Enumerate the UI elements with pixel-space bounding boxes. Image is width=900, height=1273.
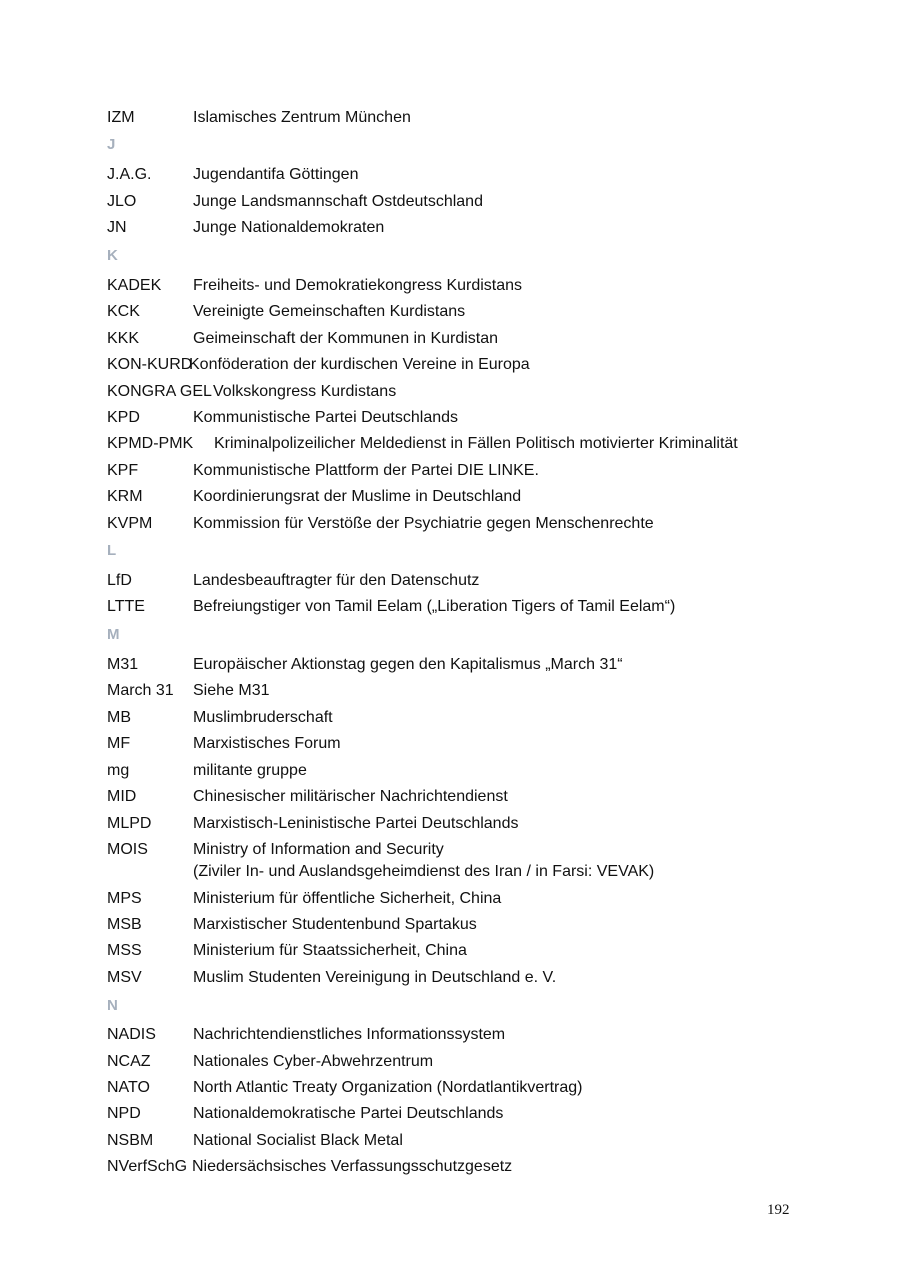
entry-description: Kommunistische Partei Deutschlands — [193, 409, 459, 426]
entry-abbreviation: MSV — [107, 969, 142, 986]
entry-description: Jugendantifa Göttingen — [193, 166, 359, 183]
entry-abbreviation: KONGRA GEL — [107, 383, 212, 400]
entry-abbreviation: MOIS — [107, 841, 148, 858]
entry-description: North Atlantic Treaty Organization (Nordatlantikvertrag) — [193, 1079, 583, 1096]
entry-description: Ministerium für Staatssicherheit, China — [193, 942, 467, 959]
section-letter-k: K — [107, 247, 118, 264]
entry-abbreviation: LfD — [107, 572, 132, 589]
entry-description: Europäischer Aktionstag gegen den Kapitalismus „March 31“ — [193, 656, 623, 673]
entry-abbreviation: NATO — [107, 1079, 150, 1096]
entry-abbreviation: NVerfSchG — [107, 1158, 188, 1175]
entry-description: Muslimbruderschaft — [193, 709, 333, 726]
entry-abbreviation: March 31 — [107, 682, 174, 699]
entry-abbreviation: IZM — [107, 109, 135, 126]
entry-abbreviation: KON-KURD — [107, 356, 193, 373]
entry-description: Nationales Cyber-Abwehrzentrum — [193, 1053, 434, 1070]
entry-abbreviation: LTTE — [107, 598, 145, 615]
entry-description: Marxistisch-Leninistische Partei Deutschlands — [193, 815, 519, 832]
entry-description-continued: (Ziviler In- und Auslandsgeheimdienst des Iran / in Farsi: VEVAK) — [193, 863, 655, 880]
entry-description: Nationaldemokratische Partei Deutschlands — [193, 1105, 504, 1122]
entry-abbreviation: MSS — [107, 942, 142, 959]
entry-description: Koordinierungsrat der Muslime in Deutschland — [193, 488, 522, 505]
entry-abbreviation: MID — [107, 788, 137, 805]
entry-description: Ministerium für öffentliche Sicherheit, China — [193, 890, 502, 907]
entry-description: Landesbeauftragter für den Datenschutz — [193, 572, 480, 589]
entry-description: Junge Nationaldemokraten — [193, 219, 385, 236]
entry-abbreviation: KPF — [107, 462, 139, 479]
entry-abbreviation: KRM — [107, 488, 143, 505]
entry-description: Chinesischer militärischer Nachrichtendienst — [193, 788, 508, 805]
entry-abbreviation: KPMD-PMK — [107, 435, 194, 452]
entry-abbreviation: NCAZ — [107, 1053, 151, 1070]
entry-abbreviation: JLO — [107, 193, 137, 210]
section-letter-j: J — [107, 136, 116, 153]
section-letter-l: L — [107, 542, 117, 559]
page-number: 192 — [767, 1202, 790, 1218]
entry-description: Islamisches Zentrum München — [193, 109, 411, 126]
entry-abbreviation: J.A.G. — [107, 166, 152, 183]
entry-abbreviation: KCK — [107, 303, 140, 320]
entry-description: Nachrichtendienstliches Informationssystem — [193, 1026, 506, 1043]
entry-description: militante gruppe — [193, 762, 307, 779]
entry-description: Marxistischer Studentenbund Spartakus — [193, 916, 477, 933]
entry-description: Kriminalpolizeilicher Meldedienst in Fällen Politisch motivierter Kriminalität — [214, 435, 738, 452]
entry-description: Junge Landsmannschaft Ostdeutschland — [193, 193, 483, 210]
entry-description: Geimeinschaft der Kommunen in Kurdistan — [193, 330, 499, 347]
entry-description: Kommission für Verstöße der Psychiatrie gegen Menschenrechte — [193, 515, 654, 532]
entry-abbreviation: KKK — [107, 330, 140, 347]
section-letter-n: N — [107, 997, 118, 1014]
entry-abbreviation: MB — [107, 709, 131, 726]
entry-description: Muslim Studenten Vereinigung in Deutschland e. V. — [193, 969, 557, 986]
entry-abbreviation: JN — [107, 219, 127, 236]
entry-description: Volkskongress Kurdistans — [213, 383, 397, 400]
entry-description: Freiheits- und Demokratiekongress Kurdistans — [193, 277, 523, 294]
entry-abbreviation: mg — [107, 762, 130, 779]
section-letter-m: M — [107, 626, 120, 643]
entry-abbreviation: KPD — [107, 409, 140, 426]
entry-description: Marxistisches Forum — [193, 735, 341, 752]
entry-abbreviation: MF — [107, 735, 131, 752]
entry-abbreviation: MLPD — [107, 815, 152, 832]
entry-description: Kommunistische Plattform der Partei DIE LINKE. — [193, 462, 539, 479]
entry-description: Vereinigte Gemeinschaften Kurdistans — [193, 303, 466, 320]
entry-description: Niedersächsisches Verfassungsschutzgesetz — [192, 1158, 513, 1175]
entry-description: Ministry of Information and Security — [193, 841, 444, 858]
entry-description: Konföderation der kurdischen Vereine in Europa — [189, 356, 530, 373]
entry-abbreviation: NADIS — [107, 1026, 156, 1043]
entry-abbreviation: M31 — [107, 656, 139, 673]
entry-description: National Socialist Black Metal — [193, 1132, 403, 1149]
entry-description: Befreiungstiger von Tamil Eelam („Liberation Tigers of Tamil Eelam“) — [193, 598, 676, 615]
entry-abbreviation: MPS — [107, 890, 142, 907]
entry-abbreviation: KADEK — [107, 277, 162, 294]
entry-abbreviation: NSBM — [107, 1132, 154, 1149]
entry-description: Siehe M31 — [193, 682, 270, 699]
entry-abbreviation: KVPM — [107, 515, 153, 532]
entry-abbreviation: NPD — [107, 1105, 141, 1122]
entry-abbreviation: MSB — [107, 916, 142, 933]
